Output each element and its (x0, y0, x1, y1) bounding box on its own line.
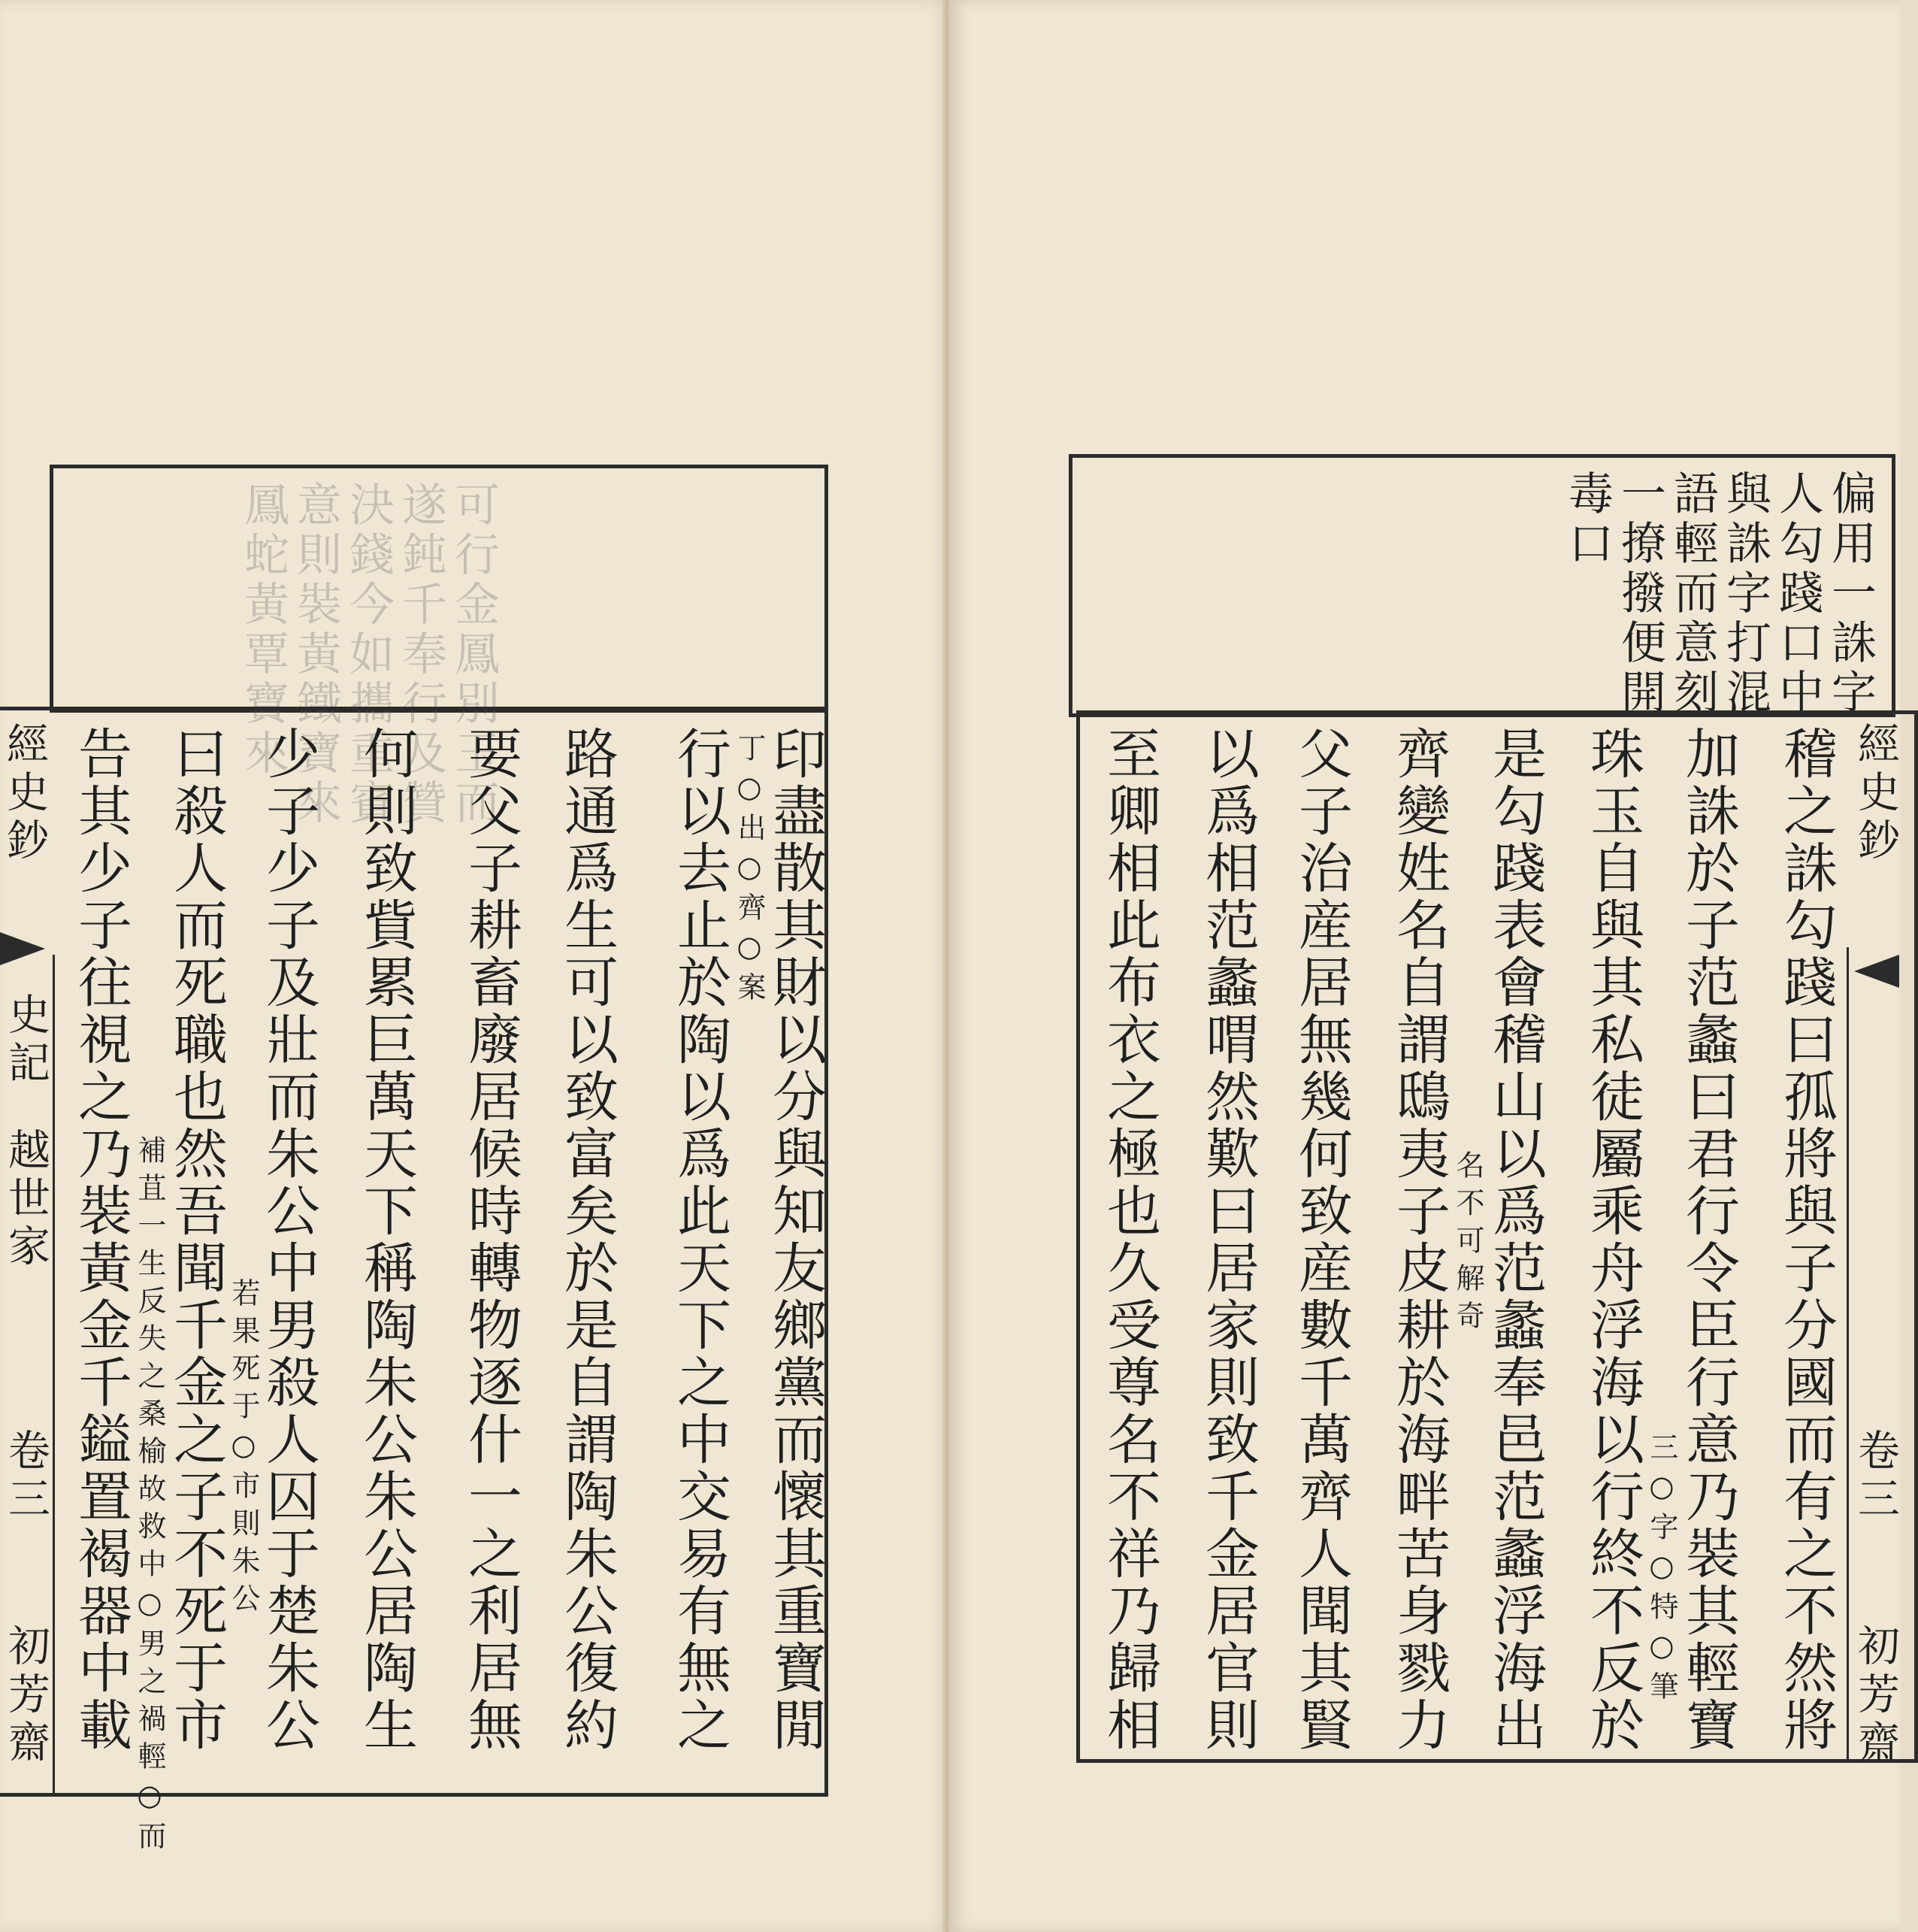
text-column: 加誅於子范蠡曰君行令臣行意乃裝其輕寶 (1677, 725, 1740, 1754)
margin-rule (53, 955, 55, 1797)
text-column: 少子少子及壯而朱公中男殺人囚于楚朱公 (257, 725, 320, 1754)
text-column: 要父子耕畜廢居候時轉物逐什一之利居無 (459, 725, 522, 1754)
ghost-line: 可行金鳳別玉而 (447, 481, 500, 828)
text-column: 印盡散其財以分與知友鄉黨而懷其重寶閒 (764, 725, 827, 1754)
text-column: 稽之誅勾踐曰孤將與子分國而有之不然將 (1774, 725, 1838, 1754)
left-page (0, 0, 948, 1932)
headnote-line: 人勾踐口中 (1771, 470, 1824, 718)
text-column: 行以去止於陶以爲此天下之中交易有無之 (668, 725, 731, 1754)
annotation: 名不可解奇 (1451, 1150, 1484, 1338)
page-number: 卷三 (2, 1428, 50, 1525)
text-column: 何則致貲累巨萬天下稱陶朱公朱公居陶生 (355, 725, 418, 1754)
fish-tail-mark (0, 932, 45, 965)
margin-rule (1847, 947, 1849, 1759)
annotation: 三○字○特○筆 (1645, 1432, 1678, 1709)
ghost-line: 決錢今如攜重賓 (342, 481, 395, 828)
text-column: 告其少子往視之乃裝黃金千鎰置褐器中載 (69, 725, 132, 1754)
headnote-line: 與誅字打混 (1719, 470, 1771, 718)
book-title: 經史鈔 (0, 722, 49, 866)
chapter-title: 史記 (2, 992, 50, 1089)
ghost-line: 遂鈍千奉行及贊 (395, 481, 447, 828)
publisher-name: 初芳齋 (1851, 1624, 1900, 1768)
annotation: 補苴一生反失之桑榆故救中○男之禍輕○而 (133, 1135, 166, 1858)
headnote-line: 偏用一誅字 (1824, 470, 1877, 718)
text-column: 路通爲生可以致富矣於是自謂陶朱公復約 (555, 725, 619, 1754)
annotation: 丁○出○齊○案 (733, 733, 766, 1010)
headnote-line: 一撩撥便開 (1614, 470, 1666, 718)
text-column: 齊變姓名自謂鴟夷子皮耕於海畔苦身戮力 (1387, 725, 1451, 1754)
publisher-name: 初芳齋 (2, 1624, 50, 1768)
text-column: 曰殺人而死職也然吾聞千金之子不死于市 (165, 725, 228, 1754)
section-title: 越世家 (2, 1128, 50, 1272)
annotation: 若果死于○市則朱公 (227, 1278, 260, 1621)
book-title: 經史鈔 (1851, 722, 1900, 866)
headnote-line: 毒口 (1561, 470, 1614, 569)
text-column: 以爲相范蠡喟然歎曰居家則致千金居官則 (1196, 725, 1260, 1754)
fish-tail-mark (1854, 955, 1899, 988)
text-column: 至卿相此布衣之極也久受尊名不祥乃歸相 (1098, 725, 1161, 1754)
ghost-line: 鳳蛇黃覃寶來 (237, 481, 289, 779)
text-column: 是勾踐表會稽山以爲范蠡奉邑范蠡浮海出 (1484, 725, 1547, 1754)
page-number: 卷三 (1851, 1428, 1900, 1525)
ghost-line: 意則裝黃鐵寶來 (289, 481, 342, 828)
headnote-line: 語輕而意刻 (1666, 470, 1719, 718)
right-page (948, 0, 1901, 1932)
text-column: 珠玉自與其私徒屬乘舟浮海以行終不反於 (1581, 725, 1644, 1754)
text-column: 父子治産居無幾何致産數千萬齊人聞其賢 (1290, 725, 1353, 1754)
